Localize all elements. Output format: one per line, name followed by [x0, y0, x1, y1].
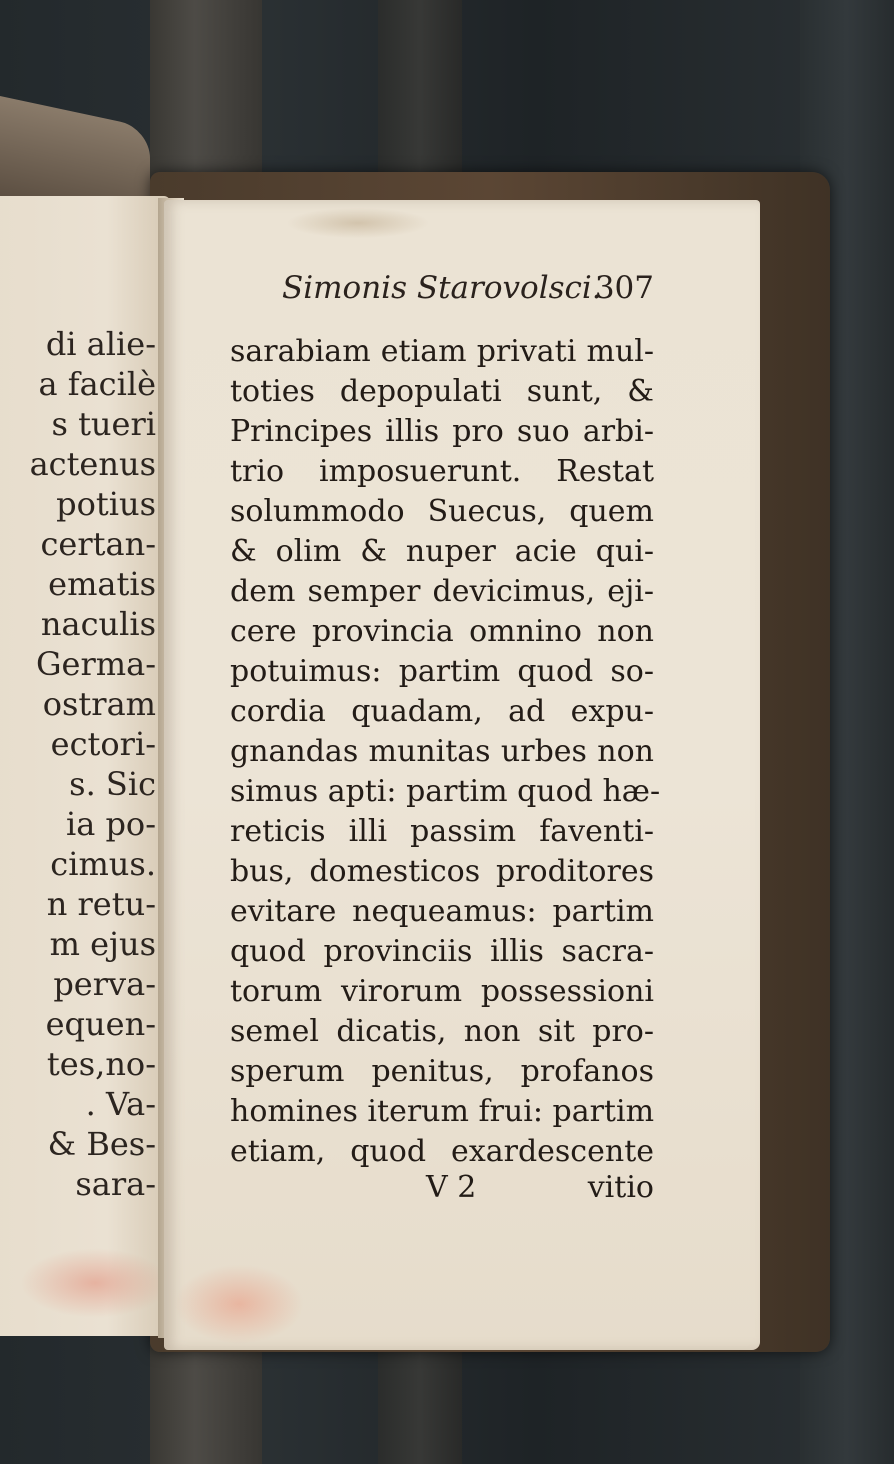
running-head: [282, 270, 654, 306]
body-text-line: bus, domesticos proditores: [230, 854, 654, 889]
left-page-line: m ejus: [49, 925, 156, 963]
left-page-line: ia po-: [65, 805, 156, 843]
page-number: 307: [594, 270, 654, 306]
body-text-line: gnandas munitas urbes non: [230, 734, 654, 769]
left-page-line: tes,no-: [46, 1045, 156, 1083]
body-text-line: reticis illi passim faventi-: [230, 814, 654, 849]
left-page-line: s. Sic: [69, 765, 156, 803]
left-page-line: ematis: [48, 565, 156, 603]
body-text-line: simus apti: partim quod hæ-: [230, 774, 661, 809]
body-text-line: & olim & nuper acie qui-: [230, 534, 654, 569]
left-page-line: n retu-: [46, 885, 156, 923]
signature-mark: V 2: [426, 1170, 477, 1205]
body-text-line: semel dicatis, non sit pro-: [230, 1014, 654, 1049]
body-text-line: torum virorum possessioni: [230, 974, 654, 1009]
page-footer: [230, 1170, 654, 1210]
left-page-line: naculis: [40, 605, 156, 643]
body-text-line: homines iterum frui: partim: [230, 1094, 655, 1129]
catchword: vitio: [587, 1170, 654, 1205]
page-stain: [288, 208, 428, 238]
body-text-line: trio imposuerunt. Restat: [230, 454, 654, 489]
left-page-line: s tueri: [51, 405, 156, 443]
left-page-line: sara-: [75, 1165, 156, 1203]
left-page-line: equen-: [45, 1005, 156, 1043]
body-text-line: cere provincia omnino non: [230, 614, 654, 649]
page-stain: [20, 1248, 170, 1318]
left-page-text: [30, 324, 156, 1204]
page-stain: [174, 1264, 304, 1344]
body-text-line: potuimus: partim quod so-: [230, 654, 654, 689]
left-page-line: Germa-: [35, 645, 156, 683]
right-page-body-text: [230, 332, 661, 1172]
left-page-line: ostram: [42, 685, 156, 723]
body-text-line: toties depopulati sunt, &: [230, 374, 654, 409]
left-page-line: a facilè: [38, 365, 156, 403]
left-page-line: certan-: [40, 525, 156, 563]
left-page-line: & Bes-: [47, 1125, 156, 1163]
left-page: [0, 196, 170, 1336]
body-text-line: dem semper devicimus, eji-: [230, 574, 654, 609]
body-text-line: quod provinciis illis sacra-: [230, 934, 654, 969]
left-page-line: di alie-: [45, 325, 156, 363]
body-text-line: Principes illis pro suo arbi-: [230, 414, 654, 449]
left-page-line: actenus: [29, 445, 156, 483]
body-text-line: sarabiam etiam privati mul-: [230, 334, 654, 369]
left-page-line: . Va-: [85, 1085, 156, 1123]
left-page-line: cimus.: [50, 845, 156, 883]
body-text-line: cordia quadam, ad expu-: [230, 694, 654, 729]
body-text-line: sperum penitus, profanos: [230, 1054, 654, 1089]
left-page-line: ectori-: [50, 725, 156, 763]
left-page-line: perva-: [53, 965, 156, 1003]
running-head-title: Simonis Starovolsci.: [282, 270, 602, 306]
left-page-line: potius: [56, 485, 156, 523]
body-text-line: solummodo Suecus, quem: [230, 494, 654, 529]
body-text-line: etiam, quod exardescente: [230, 1134, 654, 1169]
body-text-line: evitare nequeamus: partim: [230, 894, 654, 929]
